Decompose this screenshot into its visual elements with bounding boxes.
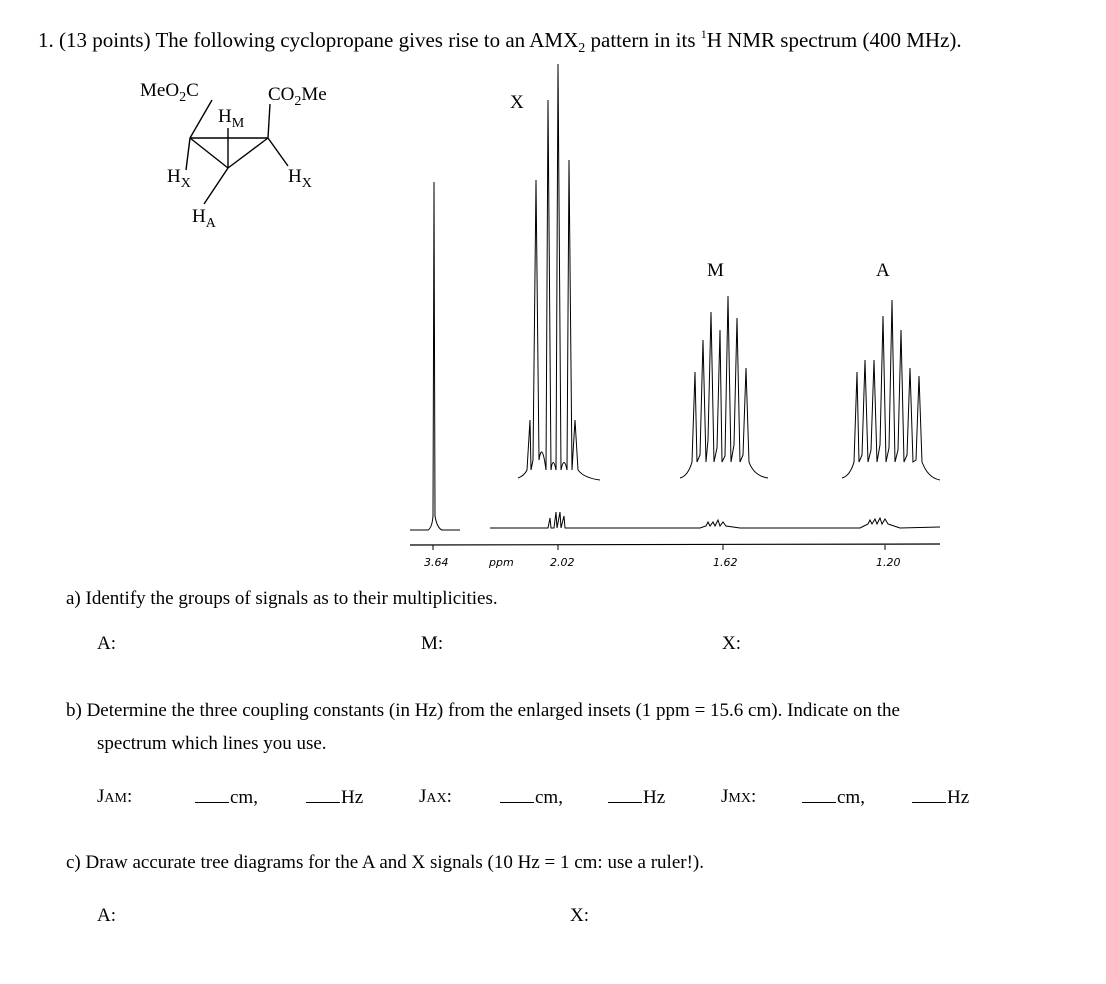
- left-ester-label: MeO$_2$C: [140, 80, 199, 105]
- question-text-mid: pattern in its: [585, 28, 701, 52]
- question-superscript: 1: [700, 27, 707, 41]
- peak-label-m: M: [707, 260, 724, 281]
- question-text-end: H NMR spectrum (400 MHz).: [706, 28, 962, 52]
- right-ester-label: $CO_2Me$: [268, 84, 327, 109]
- jam-hz-field[interactable]: Hz: [306, 786, 363, 809]
- part-a-label-a: A:: [97, 633, 116, 654]
- jax-hz-field[interactable]: Hz: [608, 786, 665, 809]
- jmx-cm-field[interactable]: cm,: [802, 786, 865, 809]
- tick-1-20: 1.20: [876, 556, 901, 569]
- tick-3-64: 3.64: [424, 556, 449, 569]
- tick-ppm: ppm: [489, 556, 514, 569]
- hx-right-label: $H_X$: [288, 166, 312, 191]
- peak-label-a: A: [876, 260, 890, 281]
- peak-label-x: X: [510, 92, 524, 113]
- jam-cm-field[interactable]: cm,: [195, 786, 258, 809]
- question-number: 1.: [38, 28, 54, 52]
- question-subscript: 2: [578, 41, 586, 56]
- coupling-jmx: JMX:: [721, 786, 757, 807]
- part-c-prompt: c) Draw accurate tree diagrams for the A and X signals (10 Hz = 1 cm: use a ruler!).: [66, 852, 704, 873]
- part-a-label-x: X:: [722, 633, 741, 654]
- part-c-label-x: X:: [570, 905, 589, 926]
- hx-left-label: $H_X$: [167, 166, 191, 191]
- part-a-label-m: M:: [421, 633, 444, 654]
- question-text: (13 points) The following cyclopropane gives rise to an AMX: [59, 28, 579, 52]
- part-a-prompt: a) Identify the groups of signals as to their multiplicities.: [66, 588, 498, 609]
- hm-label: $H_M$: [218, 106, 245, 131]
- tick-2-02: 2.02: [550, 556, 575, 569]
- coupling-jax: JAX:: [419, 786, 452, 807]
- jmx-hz-field[interactable]: Hz: [912, 786, 969, 809]
- tick-1-62: 1.62: [713, 556, 738, 569]
- part-b-prompt-line2: spectrum which lines you use.: [97, 733, 327, 754]
- jax-cm-field[interactable]: cm,: [500, 786, 563, 809]
- coupling-jam: JAM:: [97, 786, 133, 807]
- part-b-prompt-line1: b) Determine the three coupling constants (in Hz) from the enlarged insets (1 ppm = 15.6 cm). Indicate on the: [66, 700, 900, 721]
- ha-label: $H_A$: [192, 206, 216, 231]
- part-c-label-a: A:: [97, 905, 116, 926]
